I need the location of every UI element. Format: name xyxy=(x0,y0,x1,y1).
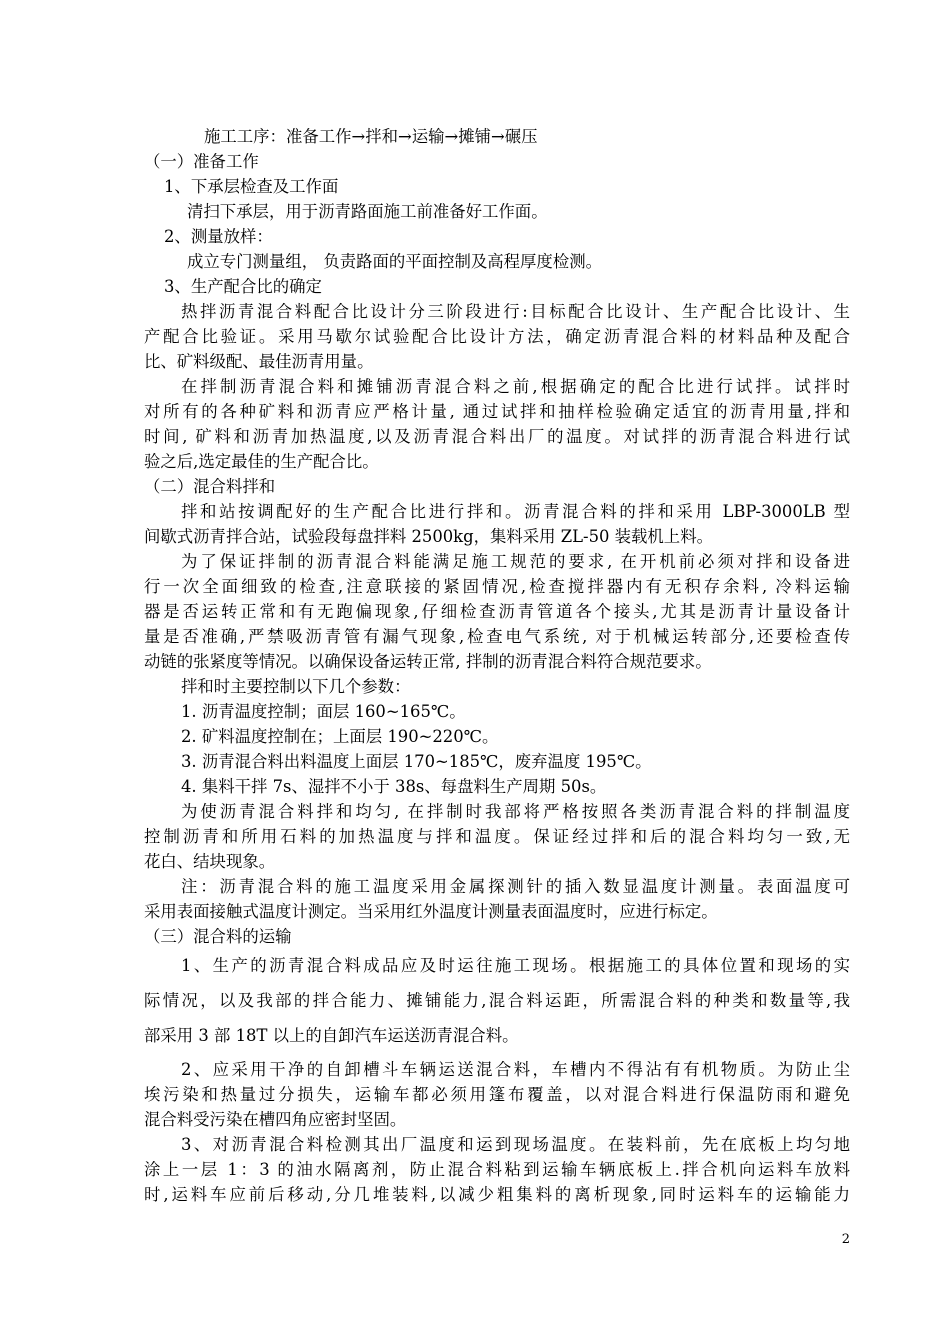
process-sequence-line: 施工工序：准备工作→拌和→运输→摊铺→碾压 xyxy=(204,127,538,146)
paragraph-line: 行一次全面细致的检查,注意联接的紧固情况,检查搅拌器内有无积存余料, 冷料运输 xyxy=(144,577,850,596)
paragraph-line: 3、对沥青混合料检测其出厂温度和运到现场温度。在装料前，先在底板上均匀地 xyxy=(181,1135,850,1154)
paragraph-line: 器是否运转正常和有无跑偏现象,仔细检查沥青管道各个接头,尤其是沥青计量设备计 xyxy=(144,602,850,621)
subheading-mix-ratio: 3、生产配合比的确定 xyxy=(164,277,322,296)
section-heading-preparation: （一）准备工作 xyxy=(144,152,259,171)
paragraph-line: 埃污染和热量过分损失，运输车都必须用篷布覆盖，以对混合料进行保温防雨和避免 xyxy=(144,1085,850,1104)
note-line: 采用表面接触式温度计测定。当采用红外温度计测量表面温度时，应进行标定。 xyxy=(144,902,718,921)
paragraph-line: 时,运料车应前后移动,分几堆装料,以减少粗集料的离析现象,同时运料车的运输能力 xyxy=(144,1185,850,1204)
parameter-item: 2. 矿料温度控制在；上面层 190~220℃。 xyxy=(181,727,499,746)
paragraph-line: 1、生产的沥青混合料成品应及时运往施工现场。根据施工的具体位置和现场的实 xyxy=(181,956,850,975)
subheading-base-layer: 1、下承层检查及工作面 xyxy=(164,177,339,196)
section-heading-mixing: （二）混合料拌和 xyxy=(144,477,276,496)
paragraph-line: 清扫下承层，用于沥青路面施工前准备好工作面。 xyxy=(187,202,548,221)
paragraph-line: 为了保证拌制的沥青混合料能满足施工规范的要求, 在开机前必须对拌和设备进 xyxy=(181,552,850,571)
note-line: 注：沥青混合料的施工温度采用金属探测针的插入数显温度计测量。表面温度可 xyxy=(181,877,850,896)
paragraph-line: 比、矿料级配、最佳沥青用量。 xyxy=(144,352,374,371)
paragraph-line: 在拌制沥青混合料和摊铺沥青混合料之前,根据确定的配合比进行试拌。试拌时 xyxy=(181,377,850,396)
paragraph-line: 动链的张紧度等情况。以确保设备运转正常, 拌制的沥青混合料符合规范要求。 xyxy=(144,652,712,671)
paragraph-line: 拌和站按调配好的生产配合比进行拌和。沥青混合料的拌和采用 LBP-3000LB 型 xyxy=(181,502,850,521)
subheading-survey: 2、测量放样： xyxy=(164,227,273,246)
paragraph-line: 验之后,选定最佳的生产配合比。 xyxy=(144,452,379,471)
paragraph-line: 部采用 3 部 18T 以上的自卸汽车运送沥青混合料。 xyxy=(144,1026,519,1045)
parameter-intro: 拌和时主要控制以下几个参数： xyxy=(181,677,411,696)
paragraph-line: 际情况，以及我部的拌合能力、摊铺能力,混合料运距，所需混合料的种类和数量等,我 xyxy=(144,991,850,1010)
paragraph-line: 间歇式沥青拌合站，试验段每盘拌料 2500kg，集料采用 ZL-50 装载机上料。 xyxy=(144,527,713,546)
paragraph-line: 热拌沥青混合料配合比设计分三阶段进行:目标配合比设计、生产配合比设计、生 xyxy=(181,302,850,321)
paragraph-line: 量是否准确,严禁吸沥青管有漏气现象,检查电气系统, 对于机械运转部分,还要检查传 xyxy=(144,627,850,646)
paragraph-line: 2、应采用干净的自卸槽斗车辆运送混合料，车槽内不得沾有有机物质。为防止尘 xyxy=(181,1060,850,1079)
paragraph-line: 为使沥青混合料拌和均匀, 在拌制时我部将严格按照各类沥青混合料的拌制温度 xyxy=(181,802,850,821)
paragraph-line: 花白、结块现象。 xyxy=(144,852,276,871)
parameter-item: 3. 沥青混合料出料温度上面层 170~185℃，废弃温度 195℃。 xyxy=(181,752,652,771)
paragraph-line: 产配合比验证。采用马歇尔试验配合比设计方法，确定沥青混合料的材料品种及配合 xyxy=(144,327,850,346)
paragraph-line: 时间, 矿料和沥青加热温度,以及沥青混合料出厂的温度。对试拌的沥青混合料进行试 xyxy=(144,427,850,446)
section-heading-transport: （三）混合料的运输 xyxy=(144,927,292,946)
paragraph-line: 成立专门测量组， 负责路面的平面控制及高程厚度检测。 xyxy=(187,252,602,271)
parameter-item: 4. 集料干拌 7s、湿拌不小于 38s、每盘料生产周期 50s。 xyxy=(181,777,607,796)
paragraph-line: 控制沥青和所用石料的加热温度与拌和温度。保证经过拌和后的混合料均匀一致,无 xyxy=(144,827,850,846)
page-number: 2 xyxy=(841,1232,850,1247)
parameter-item: 1. 沥青温度控制；面层 160~165℃。 xyxy=(181,702,466,721)
paragraph-line: 混合料受污染在槽四角应密封坚固。 xyxy=(144,1110,407,1129)
paragraph-line: 涂上一层 1：3 的油水隔离剂，防止混合料粘到运输车辆底板上.拌合机向运料车放料 xyxy=(144,1160,850,1179)
paragraph-line: 对所有的各种矿料和沥青应严格计量, 通过试拌和抽样检验确定适宜的沥青用量,拌和 xyxy=(144,402,850,421)
